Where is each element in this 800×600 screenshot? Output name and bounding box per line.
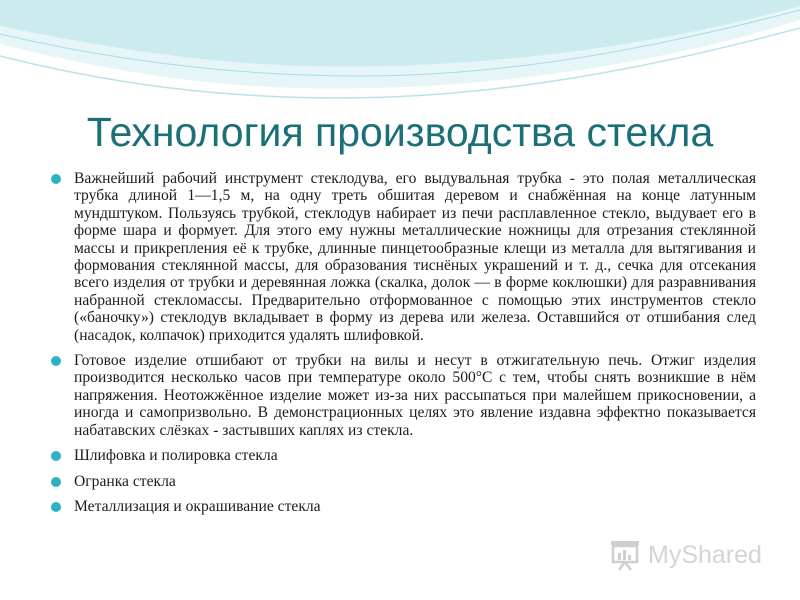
list-item [48,498,756,515]
bullet-text: Шлифовка и полировка стекла [74,447,278,465]
list-item [48,473,756,490]
bullet-dot-icon [51,502,61,512]
bullet-text: Готовое изделие отшибают от трубки на вилы и несут в отжигательную печь. Отжиг изделия производится несколько часов при температуре около 500°C с тем, чтобы снять возникшие в нём напряжения. Неотожжённое изделие может из-за них рассыпаться при малейшем прикосновении, а иногда и самопризвольно. В демонстрационных целях это явление издавна эффектно показывается набатавских слёзках - застывших каплях из стекла. [74,352,756,439]
bullet-list [48,170,756,523]
bullet-dot-icon [51,356,61,366]
bullet-text: Огранка стекла [74,472,176,490]
watermark-text: MyShared [648,541,762,569]
slide-title: Технология производства стекла [86,109,714,155]
list-item [48,447,756,464]
list-item [48,170,756,344]
bullet-dot-icon [51,451,61,461]
bullet-dot-icon [51,477,61,487]
watermark-logo [608,538,768,572]
bullet-dot-icon [51,174,61,184]
header-wave-decoration [0,0,800,110]
presentation-board-icon [608,538,642,572]
bullet-text: Важнейший рабочий инструмент стеклодува, его выдувальная трубка - это полая металлическая трубка длиной 1—1,5 м, на одну треть обшитая деревом и снабжённая на конце латунным мундштуком. Пользуясь трубкой, стеклодув набирает из печи расплавленное стекло, выдувает его в форме шара и формует. Для этого ему нужны металлические ножницы для отрезания стеклянной массы и прикрепления её к трубке, длинные пинцетообразные клещи из металла для вытягивания и формования стеклянной массы, для образования тиснёных украшений и т. д., сечка для отсекания всего изделия от трубки и деревянная ложка (скалка, долок — в форме коклюшки) для разравнивания набранной стекломассы. Предварительно отформованное с помощью этих инструментов стекло («баночку») стеклодув вкладывает в форму из дерева или железа. Оставшийся от отшибания след (насадок, колпачок) приходится удалять шлифовкой. [74,170,756,344]
list-item [48,352,756,439]
bullet-text: Металлизация и окрашивание стекла [74,497,321,515]
